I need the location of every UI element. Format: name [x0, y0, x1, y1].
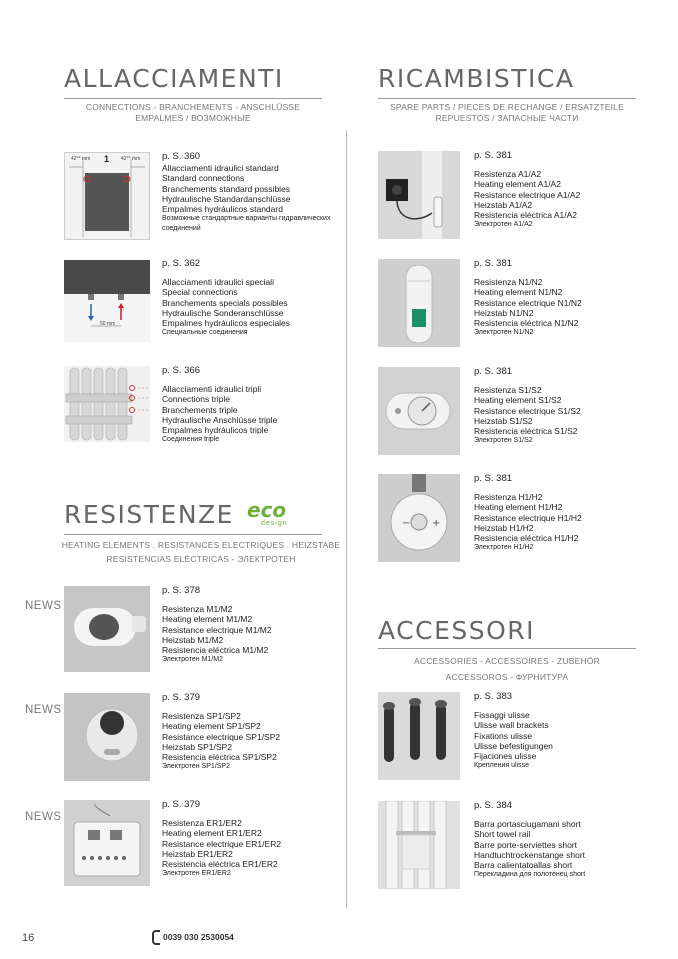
heating-element-er-text: [162, 800, 281, 879]
description-line: Handtuchtrockenstange short: [474, 849, 586, 860]
page-reference: p. S. 379: [162, 799, 201, 810]
heating-element-sp-text: [162, 693, 280, 772]
heating-element-m-text: [162, 586, 272, 665]
accessori-title: ACCESSORI: [378, 616, 536, 645]
description-line: Resistenza N1/N2: [474, 277, 543, 288]
description-line: Resistance electrique N1/N2: [474, 297, 582, 308]
description-line: Resistance electrique ER1/ER2: [162, 838, 282, 849]
dimension-label: 42°° mm: [71, 156, 91, 162]
description-line: Resistencia eléctrica A1/A2: [474, 210, 577, 221]
heating-element-s-text: [474, 367, 581, 446]
description-line: Электротен M1/M2: [162, 656, 223, 664]
dimension-label: 42°° mm: [121, 156, 141, 162]
description-line: Resistencia eléctrica H1/H2: [474, 533, 579, 544]
description-line: Barra portasciugamani short: [474, 819, 581, 830]
description-line: Специальные соединения: [162, 329, 248, 337]
description-line: Heating element M1/M2: [162, 614, 253, 625]
description-line: Электротен ER1/ER2: [162, 870, 231, 878]
description-line: Empalmes hydráulicos standard: [162, 204, 283, 215]
description-line: Fixations ulisse: [474, 730, 533, 741]
description-line: Barra calientatoallas short: [474, 860, 573, 871]
short-towel-rail-photo: [378, 801, 460, 889]
svg-text:+: +: [432, 518, 441, 529]
description-line: Empalmes hydráulicos especiales: [162, 318, 291, 329]
description-line: Heating element SP1/SP2: [162, 721, 261, 732]
description-line: Hydraulische Sonderanschlüsse: [162, 307, 284, 318]
subtitle-line: EMPALMES / ВОЗМОЖНЫЕ: [135, 113, 251, 123]
description-line: Электротен H1/H2: [474, 544, 534, 552]
description-line: Fijaciones ulisse: [474, 751, 537, 762]
description-line: Ulisse wall brackets: [474, 720, 549, 731]
phone-number: 0039 030 2530054: [163, 931, 234, 942]
description-line: Электротен S1/S2: [474, 437, 533, 445]
page-reference: p. S. 366: [162, 365, 201, 376]
description-line: Resistenza A1/A2: [474, 169, 542, 180]
special-connections-diagram: [64, 260, 150, 342]
divider: [64, 98, 322, 99]
subtitle-line: SPARE PARTS / PIECES DE RECHANGE / ERSATZTEILE: [390, 102, 624, 112]
news-label: NEWS: [25, 600, 62, 612]
description-line: Heizstab ER1/ER2: [162, 848, 233, 859]
standard-connections-text: [162, 152, 330, 235]
description-line: Connections triple: [162, 394, 231, 405]
heating-element-a-text: [474, 151, 580, 230]
short-towel-rail-text: [474, 801, 585, 880]
description-line: Heating element N1/N2: [474, 287, 563, 298]
description-line: Heizstab A1/A2: [474, 199, 533, 210]
description-line: Resistencia eléctrica SP1/SP2: [162, 752, 277, 763]
description-line: Электротен N1/N2: [474, 329, 534, 337]
page-reference: p. S. 379: [162, 692, 201, 703]
description-line: Hydraulische Standardanschlüsse: [162, 193, 291, 204]
triple-connections-diagram: [64, 366, 150, 442]
description-line: Resistance electrique A1/A2: [474, 189, 581, 200]
heating-element-sp-photo: [64, 693, 150, 781]
description-line: Resistencia eléctrica S1/S2: [474, 426, 578, 437]
description-line: Branchements specials possibles: [162, 297, 288, 308]
page-reference: p. S. 381: [474, 473, 513, 484]
heating-element-er-photo: [64, 800, 150, 886]
heating-element-n-photo: [378, 259, 460, 347]
description-line: Allacciamenti idraulici speciali: [162, 277, 274, 288]
description-line: Resistenza S1/S2: [474, 385, 542, 396]
description-line: Resistance electrique M1/M2: [162, 624, 272, 635]
description-line: Heating element H1/H2: [474, 502, 563, 513]
subtitle-line: ACCESSORIES - ACCESSOIRES - ZUBEHÖR: [413, 656, 600, 666]
column-divider: [346, 130, 347, 908]
page-reference: p. S. 383: [474, 691, 513, 702]
news-label: NEWS: [25, 704, 62, 716]
description-line: Heizstab M1/M2: [162, 634, 224, 645]
dimension-label: 1: [104, 154, 110, 164]
description-line: Resistencia eléctrica ER1/ER2: [162, 859, 278, 870]
eco-design-logo: [247, 500, 288, 528]
description-line: Heizstab SP1/SP2: [162, 741, 232, 752]
allacciamenti-subtitle: [64, 102, 322, 124]
ulisse-wall-brackets-text: [474, 692, 553, 771]
description-line: Short towel rail: [474, 829, 531, 840]
heating-element-m-photo: [64, 586, 150, 672]
heating-element-n-text: [474, 259, 582, 338]
page-reference: p. S. 381: [474, 366, 513, 377]
description-line: соединений: [162, 225, 201, 233]
ricambistica-title: RICAMBISTICA: [378, 64, 575, 93]
description-line: Allacciamenti idraulici standard: [162, 163, 279, 174]
description-line: Resistenza H1/H2: [474, 492, 543, 503]
ulisse-wall-brackets-photo: [378, 692, 460, 780]
divider: [378, 648, 636, 649]
description-line: Allacciamenti idraulici tripli: [162, 384, 262, 395]
description-line: Branchements triple: [162, 404, 238, 415]
description-line: Hydraulische Anschlüsse triple: [162, 414, 278, 425]
description-line: Heizstab N1/N2: [474, 307, 534, 318]
page-reference: p. S. 362: [162, 258, 201, 269]
resistenze-title: RESISTENZE: [64, 500, 234, 529]
resistenze-subtitle: [56, 538, 346, 566]
description-line: Barre porte-serviettes short: [474, 839, 577, 850]
description-line: Resistance electrique S1/S2: [474, 405, 581, 416]
description-line: Resistenza SP1/SP2: [162, 711, 241, 722]
special-connections-text: [162, 259, 290, 338]
description-line: Возможные стандартные варианты гидравлических: [162, 215, 331, 223]
standard-connections-diagram: [64, 152, 150, 240]
page-reference: p. S. 381: [474, 258, 513, 269]
description-line: Ulisse befestigungen: [474, 740, 553, 751]
subtitle-line: ACCESSOROS - ФУРНИТУРА: [445, 672, 569, 682]
description-line: Heating element ER1/ER2: [162, 828, 262, 839]
phone-icon: [152, 930, 160, 945]
description-line: Перекладина для полотенец short: [474, 871, 586, 879]
accessori-subtitle: [378, 653, 636, 685]
description-line: Fissaggi ulisse: [474, 710, 530, 721]
page-number: 16: [22, 932, 35, 944]
heating-element-h-photo: [378, 474, 460, 562]
description-line: Heating element A1/A2: [474, 179, 561, 190]
description-line: Соединения triple: [162, 436, 220, 444]
svg-text:−: −: [402, 518, 411, 529]
triple-connections-text: [162, 366, 277, 445]
subtitle-line: RESISTENCIAS ELÉCTRICAS - ЭЛЕКТРОТЕН: [106, 554, 296, 564]
news-label: NEWS: [25, 811, 62, 823]
description-line: Heating element S1/S2: [474, 395, 562, 406]
description-line: Resistencia eléctrica N1/N2: [474, 318, 579, 329]
heating-element-h-text: [474, 474, 582, 553]
phone-contact: [152, 930, 234, 945]
description-line: Branchements standard possibles: [162, 183, 291, 194]
page-reference: p. S. 384: [474, 800, 513, 811]
description-line: Resistencia eléctrica M1/M2: [162, 645, 269, 656]
heating-element-s-photo: [378, 367, 460, 455]
description-line: Электротен SP1/SP2: [162, 763, 230, 771]
description-line: Электротен A1/A2: [474, 221, 533, 229]
page-reference: p. S. 381: [474, 150, 513, 161]
eco-logo-text: eco: [247, 498, 287, 522]
description-line: Special connections: [162, 287, 238, 298]
description-line: Heizstab S1/S2: [474, 415, 533, 426]
description-line: Крепления ulisse: [474, 762, 530, 770]
subtitle-line: HEATING ELEMENTS . RESISTANCES ELECTRIQUES . HEIZSTABE: [61, 540, 341, 550]
description-line: Heizstab H1/H2: [474, 522, 534, 533]
dimension-label: 50 mm: [100, 321, 116, 327]
eco-logo-subtext: design: [261, 520, 288, 527]
description-line: Standard connections: [162, 173, 245, 184]
page-reference: p. S. 360: [162, 151, 201, 162]
description-line: Resistenza ER1/ER2: [162, 818, 242, 829]
ricambistica-subtitle: [378, 102, 636, 124]
allacciamenti-title: ALLACCIAMENTI: [64, 64, 284, 93]
description-line: Resistenza M1/M2: [162, 604, 233, 615]
heating-element-a-photo: [378, 151, 460, 239]
description-line: Resistance electrique SP1/SP2: [162, 731, 281, 742]
divider: [378, 98, 636, 99]
divider: [64, 534, 322, 535]
page-reference: p. S. 378: [162, 585, 201, 596]
subtitle-line: REPUESTOS / ЗАПАСНЫЕ ЧАСТИ: [435, 113, 579, 123]
description-line: Empalmes hydráulicos triple: [162, 425, 269, 436]
description-line: Resistance electrique H1/H2: [474, 512, 582, 523]
subtitle-line: CONNECTIONS - BRANCHEMENTS - ANSCHLÜSSE: [85, 102, 301, 112]
